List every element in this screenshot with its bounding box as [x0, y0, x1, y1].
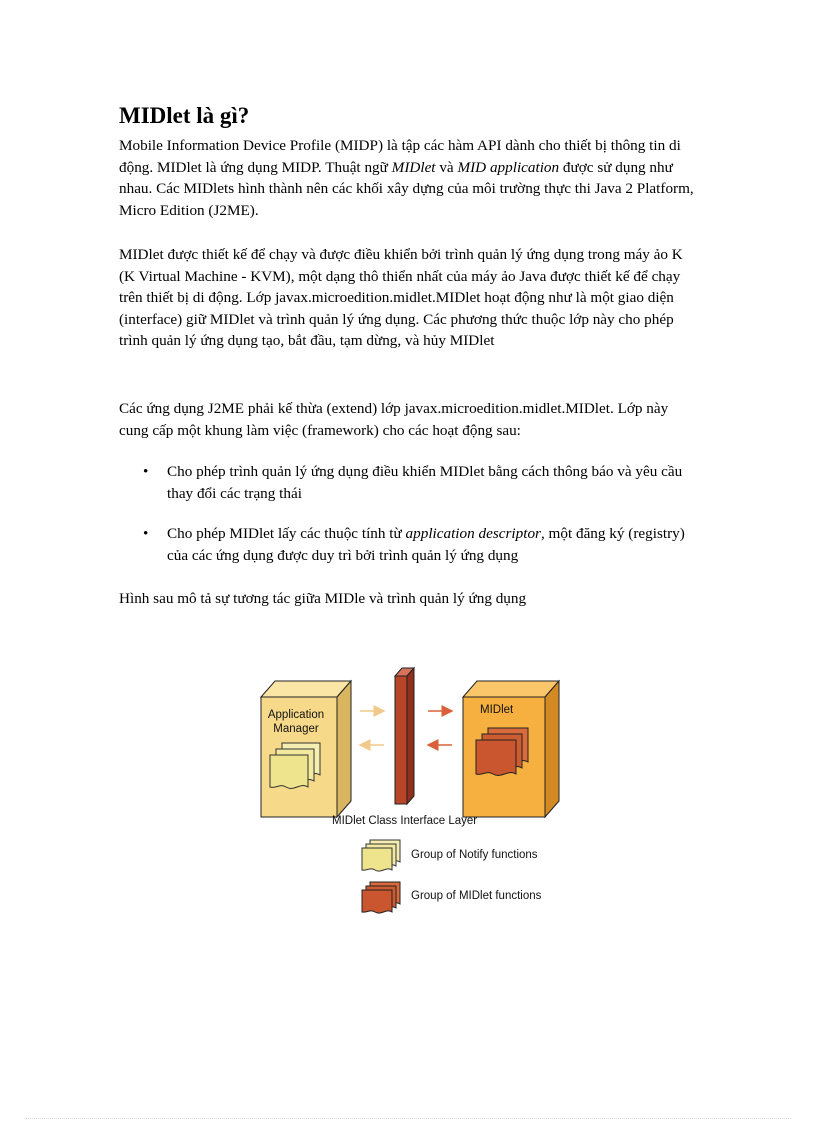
legend-notify-label: Group of Notify functions [411, 849, 538, 861]
list-item-text: Cho phép trình quản lý ứng dụng điều khiển MIDlet bằng cách thông báo và yêu cầu thay đổi các trạng thái [167, 463, 683, 502]
legend-midlet-label: Group of MIDlet functions [411, 890, 542, 902]
legend-notify [362, 840, 538, 871]
interface-layer-bar [395, 668, 414, 804]
interface-layer-label: MIDlet Class Interface Layer [332, 815, 478, 827]
app-manager-label-line2: Manager [273, 723, 319, 735]
bullet-dot: • [143, 525, 149, 542]
italic-term-mid-application: MID application [457, 158, 560, 176]
italic-term-application-descriptor: application descriptor [405, 525, 541, 542]
paragraph-midlet-kvm: MIDlet được thiết kế để chạy và được điều khiển bởi trình quản lý ứng dụng trong máy ảo K (K Virtual Machine - KVM), một dạng thô thiển nhất của máy ảo Java được thiết kế để chạy trên thiết bị di động. Lớp javax.microedition.midlet.MIDlet hoạt động như là một giao diện (interface) giữ MIDlet và trình quản lý ứng dụng. Các phương thức thuộc lớp này cho phép trình quản lý ứng dụng tạo, bắt đầu, tạm dừng, và hủy MIDlet [119, 246, 683, 349]
paragraph-j2me-extend: Các ứng dụng J2ME phải kế thừa (extend) lớp javax.microedition.midlet.MIDlet. Lớp này cung cấp một khung làm việc (framework) cho các hoạt động sau: [119, 400, 669, 439]
document-title: MIDlet là gì? [119, 103, 250, 128]
paragraph-text: và [435, 158, 458, 176]
list-item-text: , một đăng ký (registry) của các ứng dụng được duy trì bởi trình quản lý ứng dụng [167, 525, 685, 564]
paragraph-text: Mobile Information Device Profile (MIDP) là tập các hàm API dành cho thiết bị thông tin di động. MIDlet là ứng dụng MIDP. Thuật ngữ [119, 137, 681, 176]
list-item-text: Cho phép MIDlet lấy các thuộc tính từ [167, 525, 406, 542]
application-manager-box [261, 681, 351, 817]
paragraph-text: được sử dụng như nhau. Các MIDlets hình thành nên các khối xây dựng của môi trường thực thi Java 2 Platform, Micro Edition (J2ME). [119, 158, 694, 219]
paragraph-figure-intro: Hình sau mô tả sự tương tác giữa MIDle và trình quản lý ứng dụng [119, 590, 527, 607]
app-manager-label-line1: Application [267, 709, 325, 721]
legend-midlet [362, 882, 542, 913]
midlet-box [463, 681, 559, 817]
page-bottom-divider [25, 1118, 791, 1119]
midlet-label: MIDlet [480, 704, 514, 716]
bullet-dot: • [143, 463, 149, 480]
italic-term-midlet: MIDlet [391, 158, 436, 176]
